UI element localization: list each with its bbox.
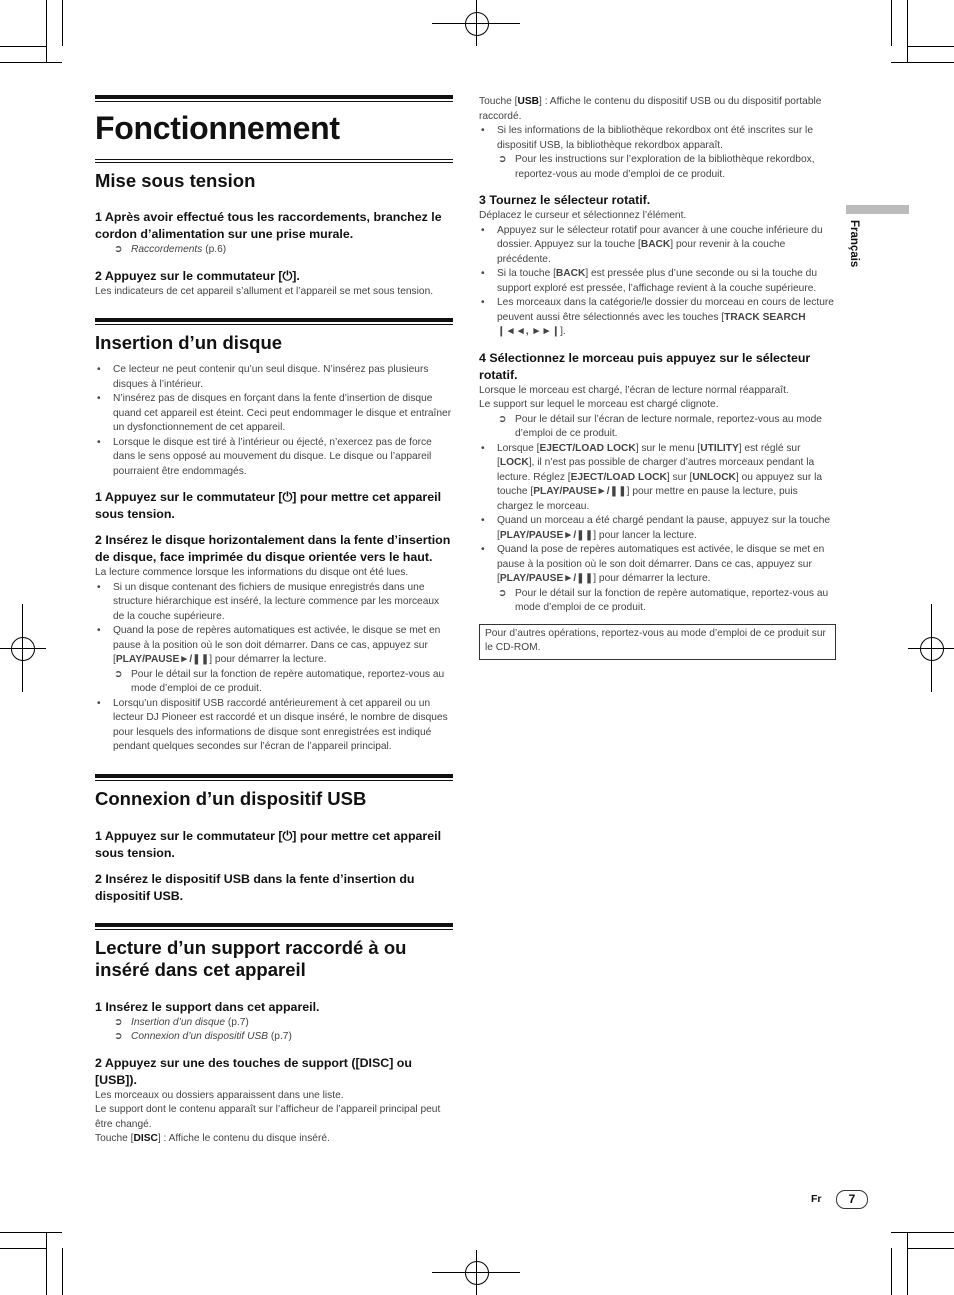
power-step-2: 2 Appuyez sur le commutateur [⏻]. bbox=[95, 268, 300, 283]
footer-language: Fr bbox=[811, 1193, 822, 1205]
crop-mark bbox=[46, 0, 47, 62]
registration-mark bbox=[476, 0, 477, 46]
registration-mark bbox=[476, 1250, 477, 1295]
crop-mark bbox=[907, 0, 908, 62]
power-step-1: 1 Après avoir effectué tous les raccordements, branchez le cordon d’alimentation sur une prise murale. bbox=[95, 210, 442, 241]
registration-mark bbox=[465, 12, 489, 36]
usb-step-2: 2 Insérez le dispositif USB dans la fente d’insertion du dispositif USB. bbox=[95, 871, 415, 903]
section-rule bbox=[95, 774, 453, 778]
title-underline bbox=[95, 159, 453, 160]
list-item: • Quand un morceau a été chargé pendant la pause, appuyez sur la touche [PLAY/PAUSE►/❚❚] pour lancer la lecture. bbox=[481, 515, 831, 541]
disc-step-2-desc: La lecture commence lorsque les informations du disque ont été lues. bbox=[95, 567, 409, 578]
section-rule bbox=[95, 923, 453, 927]
power-step-1-ref[interactable] bbox=[95, 243, 453, 258]
disc-step-1: 1 Appuyez sur le commutateur [⏻] pour mettre cet appareil sous tension. bbox=[95, 490, 442, 521]
arrow-icon: ➲ bbox=[114, 668, 123, 680]
crop-mark bbox=[62, 0, 63, 46]
language-tab-bar bbox=[846, 205, 909, 214]
crop-mark bbox=[908, 46, 954, 47]
crop-mark bbox=[46, 1232, 47, 1295]
play-step-3: 3 Tournez le sélecteur rotatif. bbox=[479, 193, 651, 207]
play-ref-2[interactable]: ➲ Connexion d’un dispositif USB (p.7) bbox=[95, 1030, 453, 1045]
section-rule-thin bbox=[95, 929, 453, 930]
registration-mark bbox=[0, 648, 46, 649]
page-title: Fonctionnement bbox=[95, 110, 340, 146]
arrow-icon: ➲ bbox=[114, 1031, 123, 1042]
play-ref-1[interactable]: ➲ Insertion d’un disque (p.7) bbox=[95, 1016, 453, 1031]
auto-cue-ref: ➲ Pour le détail sur la fonction de repère automatique, reportez-vous au mode d’emploi de ce produit. bbox=[498, 587, 829, 613]
disc-step-2: 2 Insérez le disque horizontalement dans la fente d’insertion de disque, face imprimée du disque orientée vers le haut. bbox=[95, 533, 451, 564]
play-step-4-desc2: Le support sur lequel le morceau est chargé clignote. bbox=[479, 399, 719, 410]
registration-mark bbox=[22, 604, 23, 692]
registration-mark bbox=[11, 637, 35, 661]
list-item: • Les morceaux dans la catégorie/le dossier du morceau en cours de lecture peuvent aussi être sélectionnés avec les touches [TRACK SEARCH ❙◄◄, ►►❙]. bbox=[481, 297, 834, 337]
play-step-2: 2 Appuyez sur une des touches de support ([DISC] ou [USB]). bbox=[95, 1055, 412, 1087]
heading-usb: Connexion d’un dispositif USB bbox=[95, 787, 367, 809]
section-rule bbox=[95, 162, 453, 163]
language-tab-label: Français bbox=[848, 220, 860, 268]
section-rule-thin bbox=[95, 324, 453, 325]
list-item: • Si un disque contenant des fichiers de musique enregistrés dans une structure hiérarchique est inséré, la lecture commence par les morceaux de la couche supérieure. bbox=[97, 581, 440, 622]
crop-mark bbox=[891, 0, 892, 46]
play-step-4: 4 Sélectionnez le morceau puis appuyez sur le sélecteur rotatif. bbox=[479, 350, 811, 382]
crop-mark bbox=[62, 1248, 63, 1295]
title-rule-thin bbox=[95, 101, 453, 102]
play-step-2-desc2: Le support dont le contenu apparaît sur l’afficheur de l’appareil principal peut être changé. bbox=[95, 1104, 441, 1130]
registration-mark bbox=[920, 637, 944, 661]
ref-link[interactable]: Insertion d’un disque bbox=[131, 1016, 226, 1028]
normal-screen-ref: ➲ Pour le détail sur l’écran de lecture normale, reportez-vous au mode d’emploi de ce produit. bbox=[498, 413, 822, 439]
arrow-icon: ➲ bbox=[114, 244, 123, 255]
registration-mark bbox=[931, 604, 932, 692]
play-step-4-desc1: Lorsque le morceau est chargé, l’écran de lecture normal réapparaît. bbox=[479, 384, 789, 396]
power-step-2-desc: Les indicateurs de cet appareil s’allument et l’appareil se met sous tension. bbox=[95, 285, 434, 297]
crop-mark bbox=[891, 1248, 892, 1295]
note-box: Pour d’autres opérations, reportez-vous au mode d’emploi de ce produit sur le CD-ROM. bbox=[479, 624, 836, 660]
heading-power: Mise sous tension bbox=[95, 170, 256, 191]
title-rule bbox=[95, 95, 453, 99]
list-item: • Lorsqu’un dispositif USB raccordé antérieurement à cet appareil ou un lecteur DJ Pioneer est raccordé et un disque inséré, le nombre de disques pour lesquels des informations de disque sont enregistrées est indiqué pendant quelques secondes sur l’écran de l’appareil principal. bbox=[97, 697, 448, 752]
list-item: • Lorsque [EJECT/LOAD LOCK] sur le menu [UTILITY] est réglé sur [LOCK], il n’est pas possible de charger d’autres morceaux pendant la lecture. Réglez [EJECT/LOAD LOCK] sur [UNLOCK] ou appuyez sur la touche [PLAY/PAUSE►/❚❚] pour mettre en pause la lecture, puis chargez le morceau. bbox=[481, 442, 823, 512]
crop-mark bbox=[907, 1232, 908, 1295]
play-step-3-desc: Déplacez le curseur et sélectionnez l’élément. bbox=[479, 210, 687, 221]
list-item: • Quand la pose de repères automatiques est activée, le disque se met en pause à la position où le son doit démarrer. Dans ce cas, appuyez sur [PLAY/PAUSE►/❚❚] pour démarrer la lecture. bbox=[481, 544, 825, 584]
ref-page: (p.6) bbox=[205, 244, 227, 255]
ref-link[interactable]: Raccordements bbox=[131, 244, 203, 255]
crop-mark bbox=[891, 1232, 954, 1233]
page-number: 7 bbox=[836, 1190, 868, 1209]
rekordbox-ref: ➲ Pour les instructions sur l’exploration de la bibliothèque rekordbox, reportez-vous au mode d’emploi de ce produit. bbox=[498, 154, 815, 180]
list-item: • Ce lecteur ne peut contenir qu’un seul disque. N’insérez pas plusieurs disques à l’intérieur. bbox=[97, 364, 429, 390]
crop-mark bbox=[0, 62, 62, 63]
list-item: • Si les informations de la bibliothèque rekordbox ont été inscrites sur le dispositif USB, la bibliothèque rekordbox apparaît. bbox=[481, 125, 813, 151]
play-step-1: 1 Insérez le support dans cet appareil. bbox=[95, 999, 320, 1014]
heading-disc: Insertion d’un disque bbox=[95, 332, 283, 353]
list-item: • Si la touche [BACK] est pressée plus d’une seconde ou si la touche du support exploré est pressée, l’affichage revient à la couche supérieure. bbox=[481, 268, 817, 294]
section-rule bbox=[95, 318, 453, 322]
ref-link[interactable]: Connexion d’un dispositif USB bbox=[131, 1031, 269, 1042]
play-disc-key-desc: Touche [DISC] : Affiche le contenu du disque inséré. bbox=[95, 1133, 330, 1144]
registration-mark bbox=[465, 1261, 489, 1285]
crop-mark bbox=[0, 1232, 62, 1233]
crop-mark bbox=[891, 62, 954, 63]
crop-mark bbox=[908, 1248, 954, 1249]
heading-playback: Lecture d’un support raccordé à ou inséré dans cet appareil bbox=[95, 936, 407, 980]
list-item: • Appuyez sur le sélecteur rotatif pour avancer à une couche inférieure du dossier. Appuyez sur la touche [BACK] pour revenir à la couche précédente. bbox=[481, 224, 823, 265]
play-step-2-desc1: Les morceaux ou dossiers apparaissent dans une liste. bbox=[95, 1089, 344, 1101]
arrow-icon: ➲ bbox=[498, 154, 507, 165]
crop-mark bbox=[0, 46, 46, 47]
left-column bbox=[95, 95, 453, 1147]
right-column bbox=[479, 95, 836, 660]
play-usb-key-desc: Touche [USB] : Affiche le contenu du dispositif USB ou du dispositif portable raccordé. bbox=[479, 96, 822, 122]
arrow-icon: ➲ bbox=[498, 413, 507, 425]
crop-mark bbox=[0, 1248, 46, 1249]
list-item: • Quand la pose de repères automatiques est activée, le disque se met en pause à la position où le son doit démarrer. Dans ce cas, appuyez sur [PLAY/PAUSE►/❚❚] pour démarrer la lecture. bbox=[97, 625, 441, 665]
usb-step-1: 1 Appuyez sur le commutateur [⏻] pour mettre cet appareil sous tension. bbox=[95, 828, 442, 860]
arrow-icon: ➲ bbox=[498, 587, 507, 599]
disc-auto-cue-ref: ➲ Pour le détail sur la fonction de repère automatique, reportez-vous au mode d’emploi de ce produit. bbox=[114, 668, 445, 694]
list-item: • Lorsque le disque est tiré à l’intérieur ou éjecté, n’exercez pas de force dans le sens opposé au mouvement du disque. Le disque ou l’appareil pourraient être endommagés. bbox=[97, 436, 432, 477]
section-rule-thin bbox=[95, 780, 453, 781]
list-item: • N’insérez pas de disques en forçant dans la fente d’insertion de disque quand cet appareil est éteint. Ceci peut endommager le disque et entraîner un dysfonctionnement de cet appareil. bbox=[97, 393, 452, 433]
arrow-icon: ➲ bbox=[114, 1016, 123, 1028]
